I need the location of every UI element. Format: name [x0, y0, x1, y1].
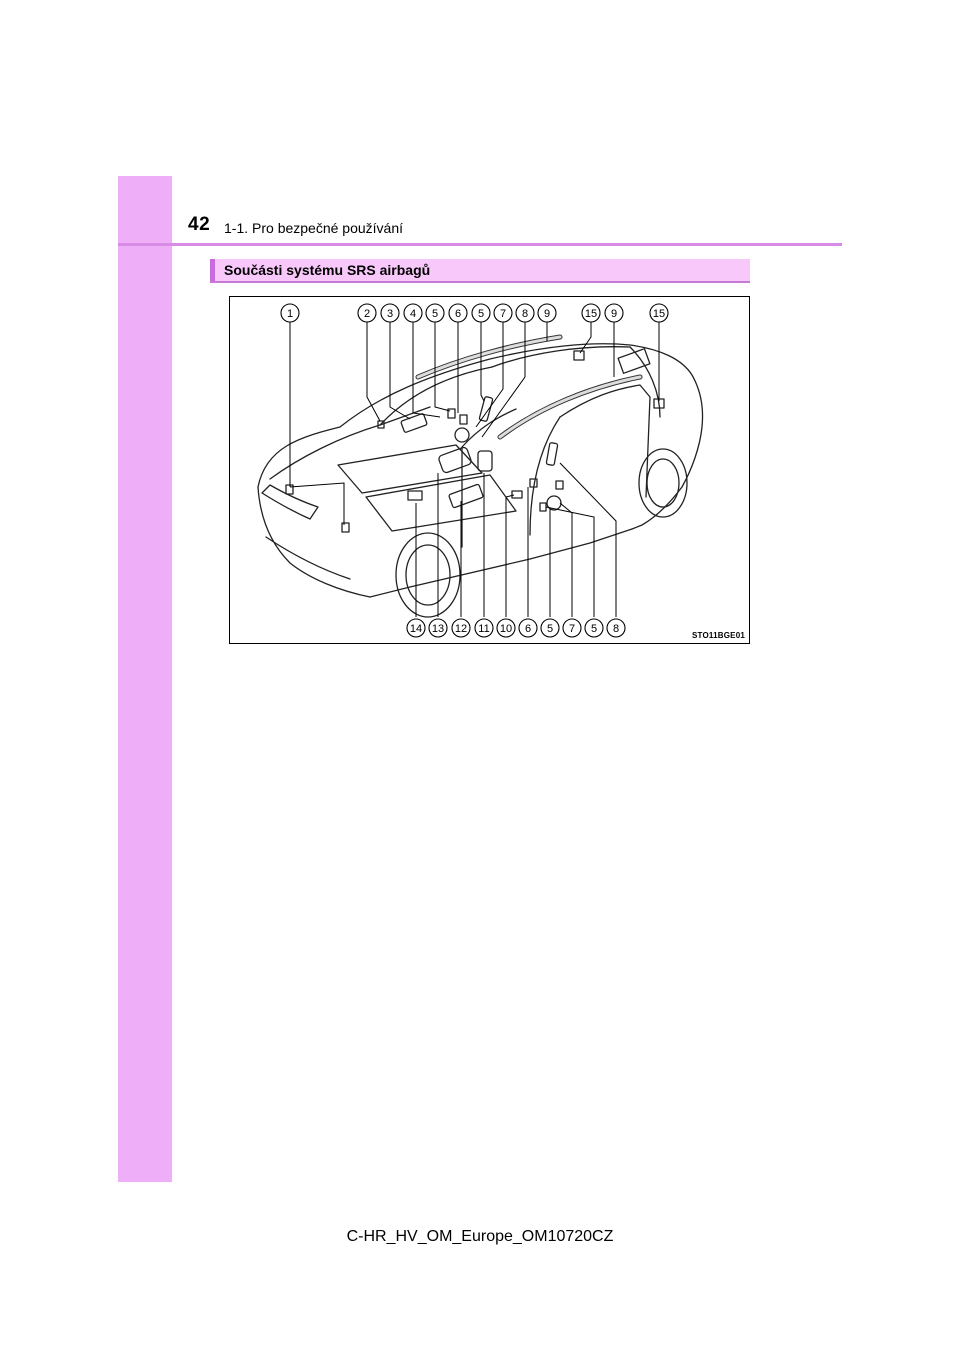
- callout-top-label: 5: [431, 308, 439, 320]
- section-title: Součásti systému SRS airbagů: [224, 262, 431, 278]
- roof-panel: [618, 349, 650, 374]
- callout-top-label: 7: [499, 308, 507, 320]
- callout-top-label: 5: [477, 308, 485, 320]
- callout-top-9: [516, 304, 534, 322]
- callout-bottom-1: [407, 619, 425, 637]
- callout-top-3: [381, 304, 399, 322]
- floor-panel: [338, 445, 482, 493]
- callout-top-13: [650, 304, 668, 322]
- chapter-header: 1-1. Pro bezpečné používání: [224, 220, 404, 236]
- callout-bottom-label: 5: [590, 623, 598, 635]
- roof-line: [492, 347, 630, 367]
- callout-top-10: [538, 304, 556, 322]
- srs-airbag-figure: [229, 296, 750, 644]
- pretensioner-a: [455, 428, 469, 442]
- callout-bottom-6: [519, 619, 537, 637]
- sensor-d: [408, 491, 422, 500]
- callout-bottom-9: [585, 619, 603, 637]
- side-airbag-front: [479, 396, 493, 421]
- callout-bottom-label: 7: [568, 623, 576, 635]
- callout-top-12: [605, 304, 623, 322]
- driver-airbag: [438, 446, 472, 473]
- car-sill: [370, 529, 632, 597]
- bottom-callouts: [407, 619, 625, 637]
- callout-bottom-label: 14: [409, 623, 423, 635]
- rear-curtain-inner: [500, 377, 640, 437]
- hood-line: [270, 407, 430, 479]
- front-curtain: [418, 337, 560, 377]
- sensor-b: [342, 523, 349, 532]
- callout-bottom-label: 12: [454, 623, 468, 635]
- callout-bottom-label: 8: [612, 623, 620, 635]
- callout-top-label: 15: [584, 308, 598, 320]
- callout-bottom-8: [563, 619, 581, 637]
- sensor-k: [574, 351, 584, 360]
- callout-top-7: [472, 304, 490, 322]
- car-illustration: [230, 297, 749, 643]
- top-callouts: [281, 304, 668, 322]
- callout-bottom-3: [452, 619, 470, 637]
- car-body: [258, 344, 703, 529]
- callout-top-label: 8: [521, 308, 529, 320]
- sensor-h: [460, 415, 467, 424]
- callout-top-label: 9: [543, 308, 551, 320]
- callout-bottom-4: [475, 619, 493, 637]
- callout-bottom-label: 10: [499, 623, 513, 635]
- sensor-i: [540, 503, 546, 511]
- callout-top-label: 1: [286, 308, 294, 320]
- knee-airbag: [449, 484, 484, 508]
- floor-panel-2: [366, 475, 516, 531]
- callout-bottom-label: 5: [546, 623, 554, 635]
- header-rule: [118, 243, 842, 246]
- callout-bottom-2: [429, 619, 447, 637]
- page-number: 42: [188, 214, 211, 235]
- side-airbag-rear: [546, 442, 558, 465]
- grille: [266, 537, 350, 579]
- sensor-e: [512, 491, 522, 498]
- callout-top-label: 6: [454, 308, 462, 320]
- footer-document-code: C-HR_HV_OM_Europe_OM10720CZ: [346, 1228, 614, 1245]
- callout-top-5: [426, 304, 444, 322]
- figure-code: STO11BGE01: [692, 631, 745, 640]
- rear-door-frame: [560, 385, 650, 497]
- rear-pillar: [630, 347, 660, 417]
- callout-top-label: 9: [610, 308, 618, 320]
- callout-top-2: [358, 304, 376, 322]
- callout-top-label: 3: [386, 308, 394, 320]
- callout-top-11: [582, 304, 600, 322]
- callout-bottom-7: [541, 619, 559, 637]
- callout-bottom-label: 13: [431, 623, 445, 635]
- seat-airbag: [478, 451, 492, 471]
- callout-bottom-5: [497, 619, 515, 637]
- rear-door: [530, 417, 560, 535]
- headlamp: [262, 485, 318, 519]
- section-heading: [210, 259, 750, 283]
- callout-top-6: [449, 304, 467, 322]
- side-strip: [118, 176, 172, 1182]
- callout-top-1: [281, 304, 299, 322]
- callout-top-label: 2: [363, 308, 371, 320]
- callout-top-label: 4: [409, 308, 417, 320]
- callout-top-label: 15: [652, 308, 666, 320]
- sensor-j: [556, 481, 563, 489]
- callout-bottom-10: [607, 619, 625, 637]
- rear-curtain: [500, 377, 640, 437]
- callout-top-4: [404, 304, 422, 322]
- section-accent: [210, 259, 215, 281]
- callout-top-8: [494, 304, 512, 322]
- callout-bottom-label: 11: [478, 623, 490, 635]
- callout-bottom-label: 6: [524, 623, 532, 635]
